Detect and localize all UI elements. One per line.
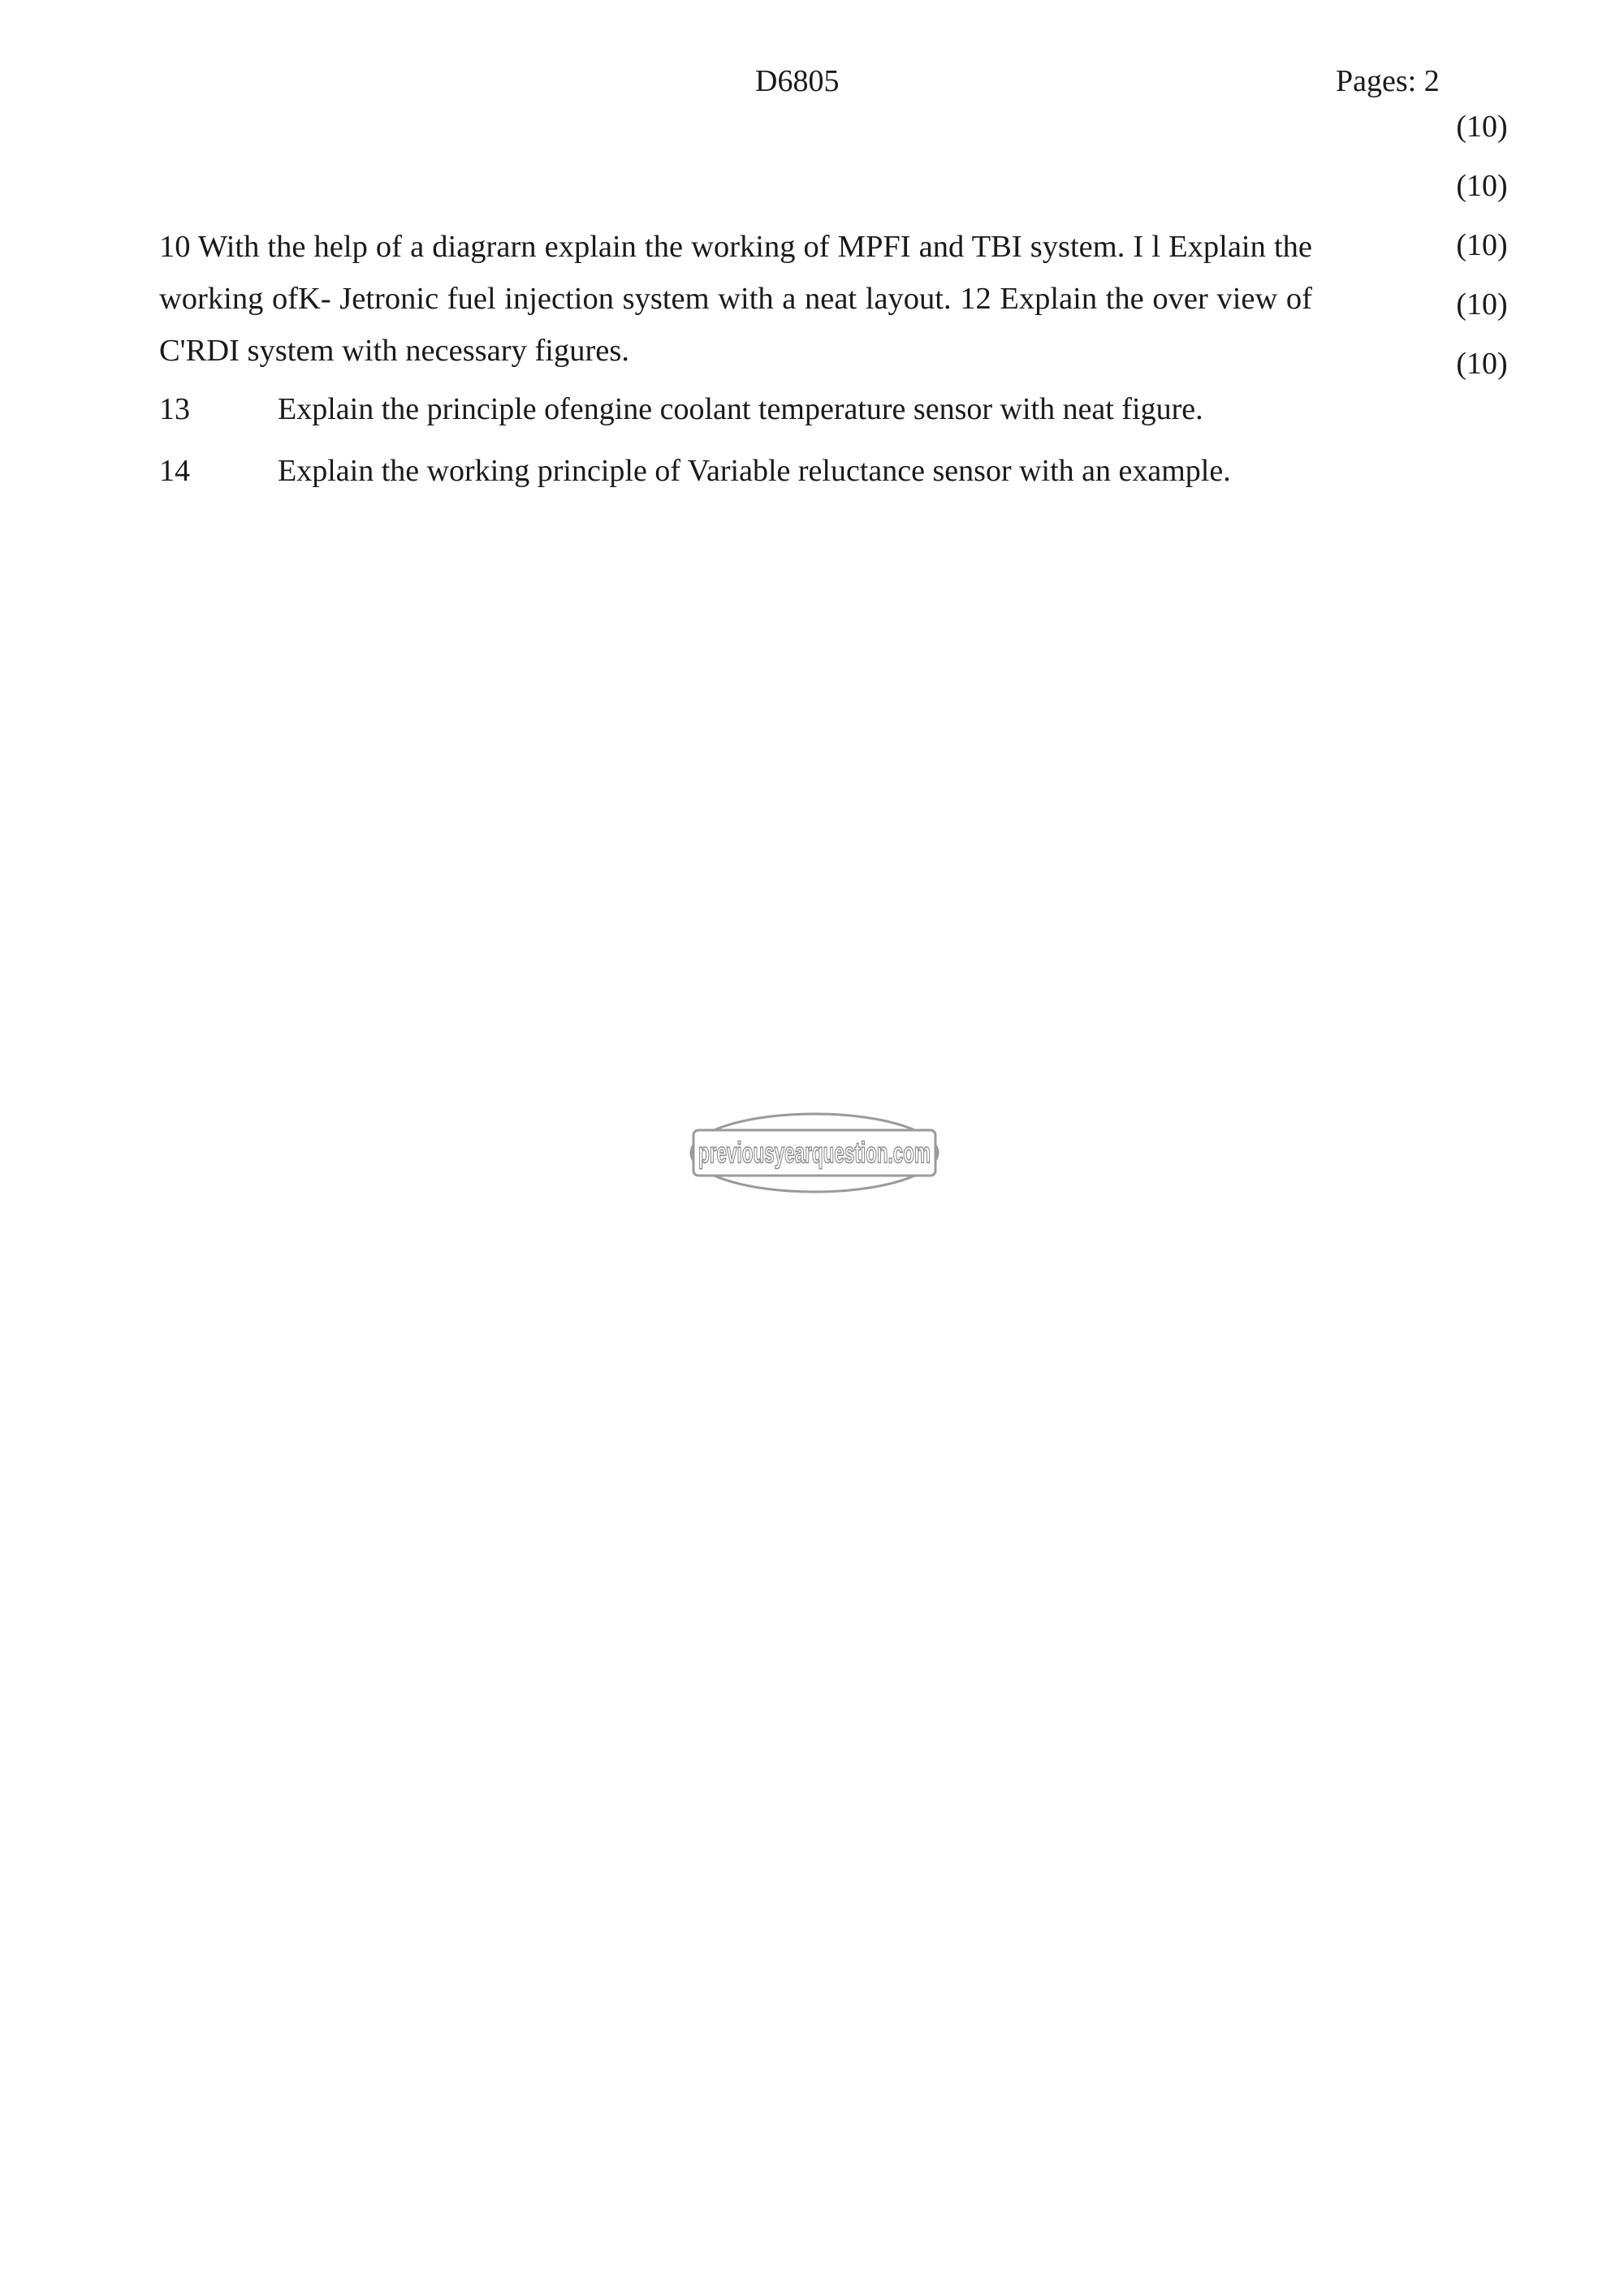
marks-label: (10) (1456, 110, 1508, 144)
marks-label: (10) (1456, 169, 1508, 203)
paper-code: D6805 (755, 64, 840, 98)
watermark-logo (689, 1111, 940, 1196)
question-number: 14 (159, 454, 190, 488)
svg-text:previousyearquestion.com: previousyearquestion.com (698, 1136, 931, 1169)
questions-10-12-paragraph: 10 With the help of a diagrarn explain the working of MPFI and TBI system. I l Explain the working ofK- Jetronic fuel injection system with a neat layout. 12 Explain the over view of C'RDI system with necessary figures. (159, 230, 1312, 368)
question-text: Explain the working principle of Variable reluctance sensor with an example. (278, 454, 1231, 488)
question-text: Explain the principle ofengine coolant temperature sensor with neat figure. (278, 392, 1203, 426)
marks-label: (10) (1456, 228, 1508, 262)
page-count: Pages: 2 (1336, 64, 1440, 98)
marks-label: (10) (1456, 287, 1508, 322)
marks-label: (10) (1456, 347, 1508, 381)
marks-column (1437, 107, 1527, 404)
question-number: 13 (159, 392, 190, 426)
